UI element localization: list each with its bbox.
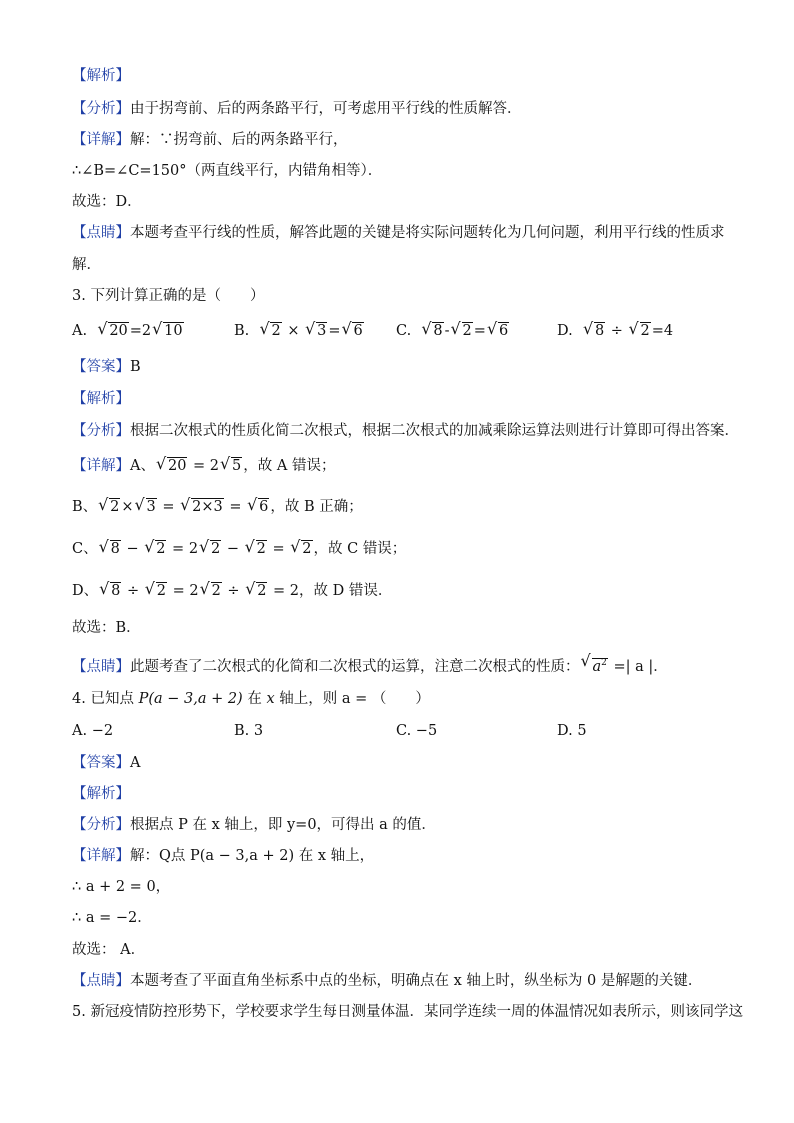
sqrt-icon [629, 321, 651, 341]
comment-text: 本题考查了平面直角坐标系中点的坐标，明确点在 x 轴上时，纵坐标为 0 是解题的关键． [130, 973, 703, 989]
detail-line [72, 130, 348, 150]
comment-text: 此题考查了二次根式的化简和二次根式的运算，注意二次根式的性质： [130, 658, 580, 675]
axis-variable: x [266, 691, 275, 707]
radicand: 2 [256, 541, 266, 557]
radicand: 2 [462, 323, 472, 339]
sqrt-icon [156, 456, 187, 476]
sqrt-icon [99, 539, 121, 559]
sqrt-icon [144, 539, 166, 559]
sqrt-icon [99, 581, 121, 601]
q3-detail-d [72, 581, 392, 601]
analysis-text: 由于拐弯前、后的两条路平行，可考虑用平行线的性质解答． [130, 101, 522, 117]
operator-text: − [121, 541, 144, 557]
sqrt-icon [290, 539, 312, 559]
equals-text: =2 [129, 323, 152, 339]
radicand: 2 [271, 323, 281, 339]
sqrt-icon [199, 539, 221, 559]
q3-analysis-heading: 【解析】 [72, 391, 130, 407]
radicand: 3 [146, 499, 156, 515]
question-3-stem: 3. 下列计算正确的是（ ） [72, 288, 265, 304]
q4-step-2: ∴ a = −2． [72, 910, 152, 926]
comment-tag: 【点睛】 [72, 225, 130, 241]
q3-option-b [234, 321, 365, 341]
conclusion-text: ，故 D 错误． [299, 583, 393, 599]
radicand: a [592, 658, 602, 675]
radicand: 6 [353, 323, 363, 339]
q3-option-c [396, 321, 510, 341]
conclusion-text: ，故 C 错误； [313, 541, 407, 557]
radicand: 2×3 [192, 499, 223, 515]
q4-answer-line [72, 753, 140, 773]
stem-text: 4. 已知点 [72, 691, 139, 707]
radicand: 2 [211, 583, 221, 599]
equals-text: = 2 [167, 583, 199, 599]
step-label: D、 [72, 583, 99, 599]
choice-line: 故选：D． [72, 194, 142, 210]
equals-text: =4 [651, 323, 674, 339]
sqrt-icon [152, 321, 183, 341]
q3-option-a [72, 321, 185, 341]
detail-text: 解：∵拐弯前、后的两条路平行， [130, 132, 348, 148]
q3-answer-line [72, 357, 141, 377]
stem-text: 轴上，则 a = （ ） [274, 691, 430, 707]
answer-value: B [130, 359, 141, 375]
sqrt-icon [305, 321, 327, 341]
comment-continuation: 解． [72, 257, 101, 273]
sqrt-icon [247, 497, 269, 517]
sqrt-icon [200, 581, 222, 601]
sqrt-icon [245, 581, 267, 601]
detail-text: 解：Q点 P(a − 3,a + 2) 在 x 轴上， [130, 848, 375, 864]
q4-choice-line: 故选： A． [72, 942, 146, 958]
radicand: 2 [640, 323, 650, 339]
q4-option-d: D. 5 [557, 723, 587, 739]
q4-option-a: A. −2 [72, 723, 114, 739]
sqrt-icon [451, 321, 473, 341]
equals-text: = 2 [167, 541, 199, 557]
q3-analysis-line [72, 421, 739, 441]
sqrt-icon [220, 456, 242, 476]
operator-text: × [121, 499, 134, 515]
radicand: 8 [433, 323, 443, 339]
conclusion-text: ，故 B 正确； [270, 499, 363, 515]
sqrt-icon [97, 321, 128, 341]
sqrt-icon [98, 497, 120, 517]
operator-text: × [287, 323, 300, 339]
sqrt-icon [259, 321, 281, 341]
radicand: 8 [111, 583, 121, 599]
option-label: A. [72, 323, 88, 339]
analysis-line [72, 99, 522, 119]
radicand: 3 [317, 323, 327, 339]
radicand: 6 [498, 323, 509, 339]
therefore-line: ∴∠B=∠C=150°（两直线平行，内错角相等）． [72, 163, 383, 179]
radicand: 2 [302, 541, 312, 557]
question-4-stem [72, 689, 430, 709]
sqrt-icon [245, 539, 267, 559]
analysis-tag: 【分析】 [72, 101, 130, 117]
q4-option-b: B. 3 [234, 723, 264, 739]
step-label: C、 [72, 541, 98, 557]
radicand: 2 [257, 583, 267, 599]
equals-text: = 2 [268, 583, 300, 599]
step-label: B、 [72, 499, 98, 515]
radicand: 20 [167, 458, 187, 474]
equals-text: = [267, 541, 290, 557]
operator-text: ÷ [122, 583, 144, 599]
sqrt-icon [487, 321, 509, 341]
equals-text: = 2 [188, 458, 220, 474]
analysis-text: 根据点 P 在 x 轴上，即 y=0，可得出 a 的值． [130, 817, 436, 833]
radicand-group [592, 658, 608, 675]
radicand: 2 [156, 541, 166, 557]
equals-text: = [328, 323, 341, 339]
option-label: C. [396, 323, 412, 339]
q4-analysis-heading: 【解析】 [72, 786, 130, 802]
stem-text: 在 [242, 691, 267, 707]
comment-tag: 【点睛】 [72, 973, 130, 989]
analysis-tag: 【分析】 [72, 817, 130, 833]
sqrt-icon [341, 321, 363, 341]
radicand: 2 [110, 499, 120, 515]
sqrt-icon [583, 321, 605, 341]
comment-tag: 【点睛】 [72, 658, 130, 675]
operator-text: ÷ [610, 323, 623, 339]
q3-option-d [557, 321, 673, 341]
radicand: 2 [211, 541, 221, 557]
radicand: 20 [109, 323, 128, 339]
radicand: 2 [156, 583, 166, 599]
option-label: D. [557, 323, 573, 339]
exponent: 2 [601, 658, 607, 668]
q3-detail-b [72, 497, 363, 517]
sqrt-icon [135, 497, 157, 517]
equals-text: = [224, 499, 247, 515]
sqrt-icon [581, 653, 608, 677]
q4-comment-line [72, 971, 702, 991]
q4-step-1: ∴ a + 2 = 0， [72, 879, 171, 895]
q3-comment-line [72, 653, 668, 677]
question-5-stem: 5. 新冠疫情防控形势下，学校要求学生每日测量体温．某同学连续一周的体温情况如表所示，则该同学这 [72, 1004, 743, 1020]
radicand: 8 [110, 541, 120, 557]
detail-tag: 【详解】 [72, 132, 130, 148]
sqrt-icon [421, 321, 443, 341]
equals-text: = [157, 499, 180, 515]
operator-text: - [444, 323, 450, 339]
q3-detail-c [72, 539, 406, 559]
radicand: 5 [232, 458, 242, 474]
sqrt-icon [180, 497, 224, 517]
radicand: 8 [594, 323, 605, 339]
conclusion-text: ，故 A 错误； [243, 458, 336, 474]
analysis-tag: 【分析】 [72, 423, 130, 439]
equals-text: = [473, 323, 486, 339]
sqrt-icon [145, 581, 167, 601]
radicand: 6 [259, 499, 269, 515]
analysis-text: 根据二次根式的性质化简二次根式，根据二次根式的加减乘除运算法则进行计算即可得出答案． [130, 423, 739, 439]
comment-text: 本题考查平行线的性质，解答此题的关键是将实际问题转化为几何问题，利用平行线的性质求 [130, 225, 725, 241]
equals-text: =| a |． [608, 658, 668, 675]
operator-text: − [222, 541, 244, 557]
radicand: 10 [164, 323, 183, 339]
q4-option-c: C. −5 [396, 723, 438, 739]
answer-tag: 【答案】 [72, 755, 130, 771]
point-expression: P(a − 3,a + 2) [138, 691, 243, 707]
comment-line [72, 223, 725, 243]
answer-value: A [130, 755, 141, 771]
step-label: A、 [130, 458, 155, 474]
q3-detail-a [72, 456, 335, 476]
operator-text: ÷ [222, 583, 245, 599]
analysis-heading: 【解析】 [72, 68, 130, 84]
q4-analysis-line [72, 815, 436, 835]
option-label: B. [234, 323, 250, 339]
detail-tag: 【详解】 [72, 458, 130, 474]
detail-tag: 【详解】 [72, 848, 130, 864]
q4-detail-line [72, 846, 374, 866]
q3-choice-line: 故选：B． [72, 620, 141, 636]
answer-tag: 【答案】 [72, 359, 130, 375]
